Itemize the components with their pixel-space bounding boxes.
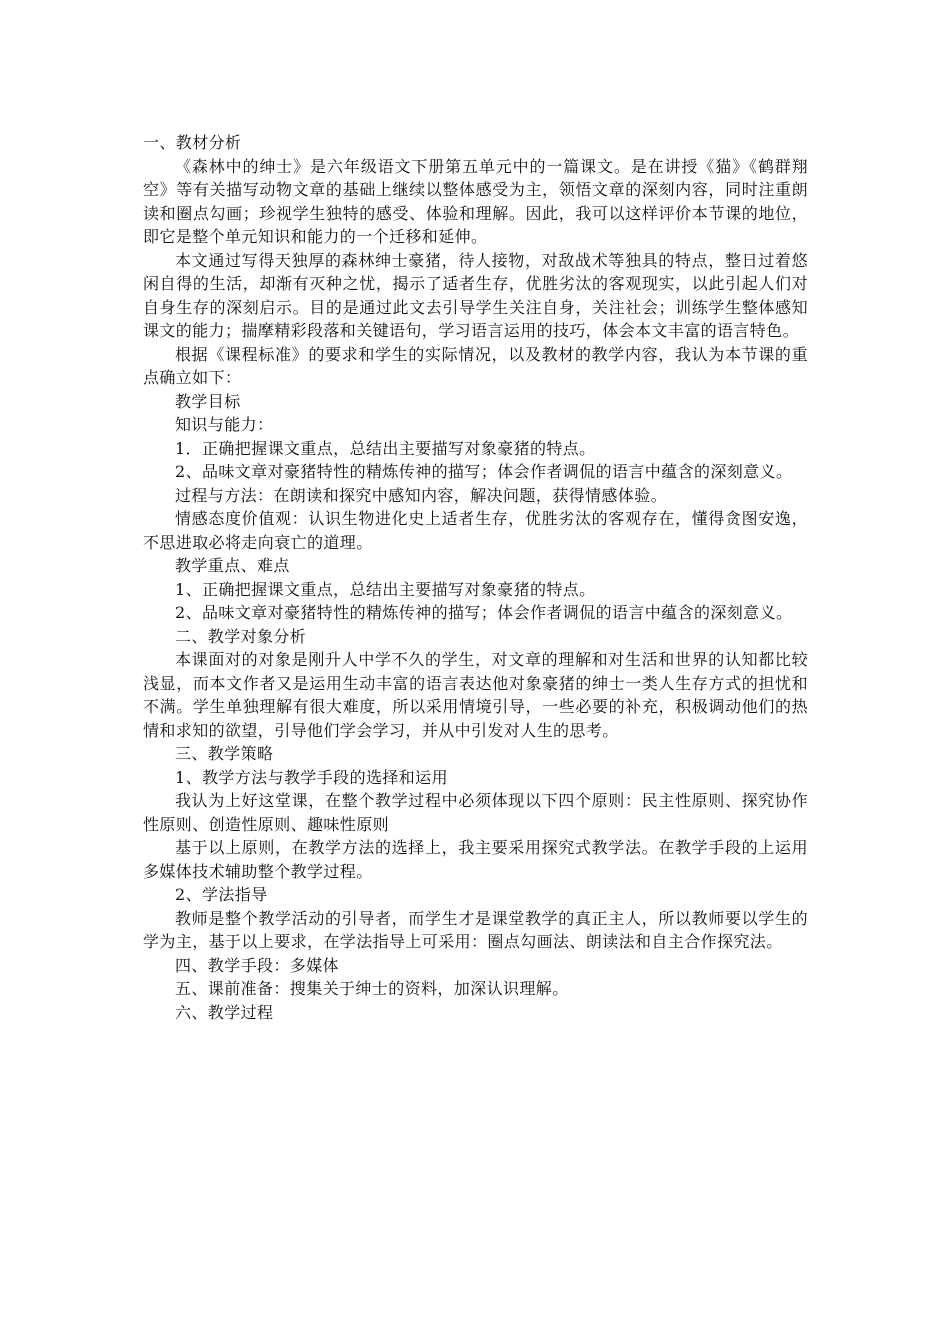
- document-body: [143, 131, 808, 1024]
- section-heading-3: 三、教学策略: [175, 744, 274, 763]
- paragraph-process: 过程与方法：在朗读和探究中感知内容，解决问题，获得情感体验。: [175, 485, 668, 505]
- section-heading-6: 六、教学过程: [175, 1002, 274, 1022]
- subheading-study-guide: 2、学法指导: [175, 885, 268, 904]
- key-point-item-1: 1、正确把握课文重点，总结出主要描写对象豪猪的特点。: [175, 579, 596, 599]
- paragraph-values: 情感态度价值观：认识生物进化史上适者生存，优胜劣汰的客观存在，懂得贪图安逸，不思进取必将走向衰亡的道理。: [143, 509, 808, 552]
- paragraph-standard: 根据《课程标准》的要求和学生的实际情况，以及教材的教学内容，我认为本节课的重点确立如下：: [143, 344, 808, 387]
- section-heading-4: 四、教学手段：多媒体: [175, 955, 340, 975]
- goal-item-1: 1．正确把握课文重点，总结出主要描写对象豪猪的特点。: [175, 438, 596, 458]
- key-point-item-2: 2、品味文章对豪猪特性的精炼传神的描写；体会作者调侃的语言中蕴含的深刻意义。: [175, 603, 793, 622]
- subheading-goals: 教学目标: [175, 391, 241, 411]
- paragraph-content: 本文通过写得天独厚的森林绅士豪猪，待人接物，对敌战术等独具的特点，整日过着悠闲自得的生活，却渐有灭种之忧，揭示了适者生存，优胜劣汰的客观现实，以此引起人们对自身生存的深刻启示。目的是通过此文去引导学生关注自身，关注社会；训练学生整体感知课文的能力；揣摩精彩段落和关键语句，学习语言运用的技巧，体会本文丰富的语言特色。: [143, 250, 808, 340]
- subheading-knowledge: 知识与能力：: [175, 415, 274, 434]
- paragraph-principles: 我认为上好这堂课，在整个教学过程中必须体现以下四个原则：民主性原则、探究协作性原则、创造性原则、趣味性原则: [143, 791, 808, 834]
- paragraph-students: 本课面对的对象是刚升人中学不久的学生，对文章的理解和对生活和世界的认知都比较浅显，而本文作者又是运用生动丰富的语言表达他对象豪猪的绅士一类人生存方式的担忧和不满。学生单独理解有很大难度，所以采用情境引导，一些必要的补充，积极调动他们的热情和求知的欲望，引导他们学会学习，并从中引发对人生的思考。: [143, 650, 808, 740]
- section-heading-2: 二、教学对象分析: [175, 626, 307, 646]
- paragraph-study-guide: 教师是整个教学活动的引导者，而学生才是课堂教学的真正主人，所以教师要以学生的学为主，基于以上要求，在学法指导上可采用：圈点勾画法、朗读法和自主合作探究法。: [143, 908, 808, 951]
- subheading-methods: 1、教学方法与教学手段的选择和运用: [175, 767, 448, 787]
- section-heading-1: 一、教材分析: [143, 133, 242, 152]
- goal-item-2: 2、品味文章对豪猪特性的精炼传神的描写；体会作者调侃的语言中蕴含的深刻意义。: [175, 462, 793, 481]
- paragraph-method-choice: 基于以上原则，在教学方法的选择上，我主要采用探究式教学法。在教学手段的上运用多媒体技术辅助整个教学过程。: [143, 838, 808, 881]
- subheading-key-points: 教学重点、难点: [175, 556, 290, 575]
- paragraph-intro: 《森林中的绅士》是六年级语文下册第五单元中的一篇课文。是在讲授《猫》《鹤群翔空》等有关描写动物文章的基础上继续以整体感受为主，领悟文章的深刻内容，同时注重朗读和圈点勾画；珍视学生独特的感受、体验和理解。因此，我可以这样评价本节课的地位，即它是整个单元知识和能力的一个迁移和延伸。: [143, 156, 808, 246]
- section-heading-5: 五、课前准备：搜集关于绅士的资料，加深认识理解。: [175, 979, 569, 998]
